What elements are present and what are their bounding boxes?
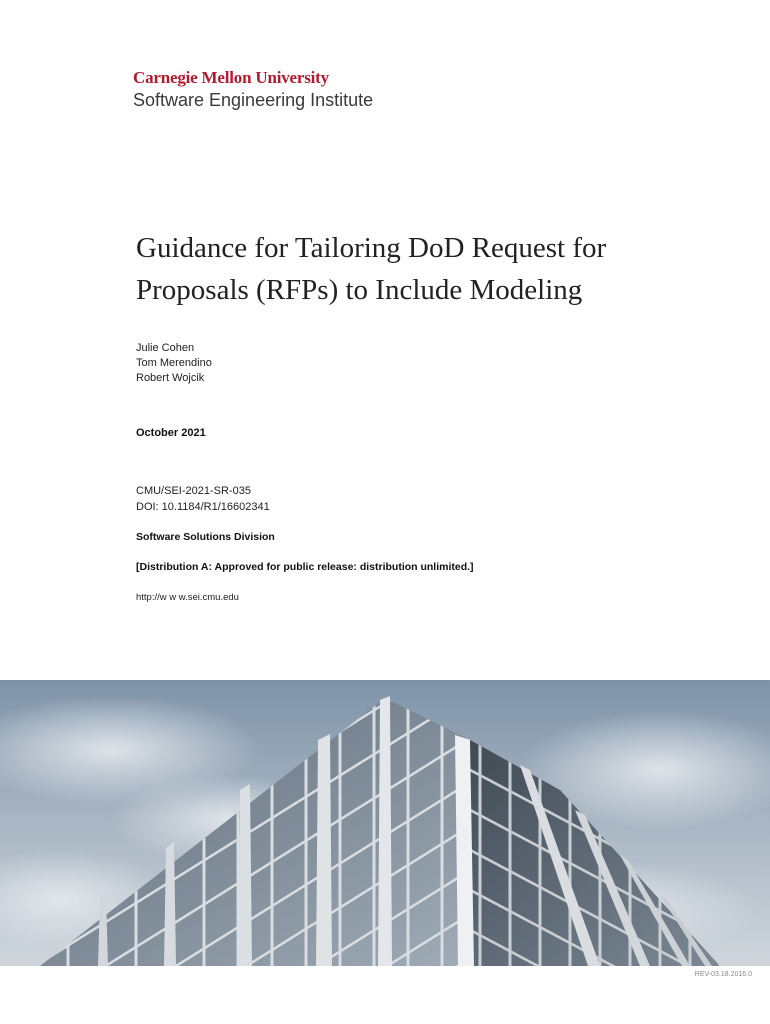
website-link[interactable]: http://w w w.sei.cmu.edu — [136, 592, 239, 603]
title-line-1: Guidance for Tailoring DoD Request for — [136, 232, 607, 264]
title-line-2: Proposals (RFPs) to Include Modeling — [136, 274, 583, 306]
report-number: CMU/SEI-2021-SR-035 — [136, 485, 251, 497]
distribution-statement: [Distribution A: Approved for public release: distribution unlimited.] — [136, 561, 474, 573]
building-photo — [0, 680, 770, 966]
author-name: Robert Wojcik — [136, 372, 205, 384]
revision-code: REV-03.18.2016.0 — [694, 971, 752, 978]
document-title — [136, 227, 656, 311]
author-name: Julie Cohen — [136, 342, 195, 354]
logo-institute-name: Software Engineering Institute — [133, 90, 374, 110]
report-doi: DOI: 10.1184/R1/16602341 — [136, 501, 270, 513]
report-identifiers — [136, 483, 270, 515]
division-name: Software Solutions Division — [136, 531, 275, 543]
logo-university-name: Carnegie Mellon University — [133, 68, 329, 87]
publication-date: October 2021 — [136, 427, 206, 439]
author-name: Tom Merendino — [136, 357, 212, 369]
author-list — [136, 341, 212, 386]
cmu-sei-logo — [133, 68, 373, 111]
